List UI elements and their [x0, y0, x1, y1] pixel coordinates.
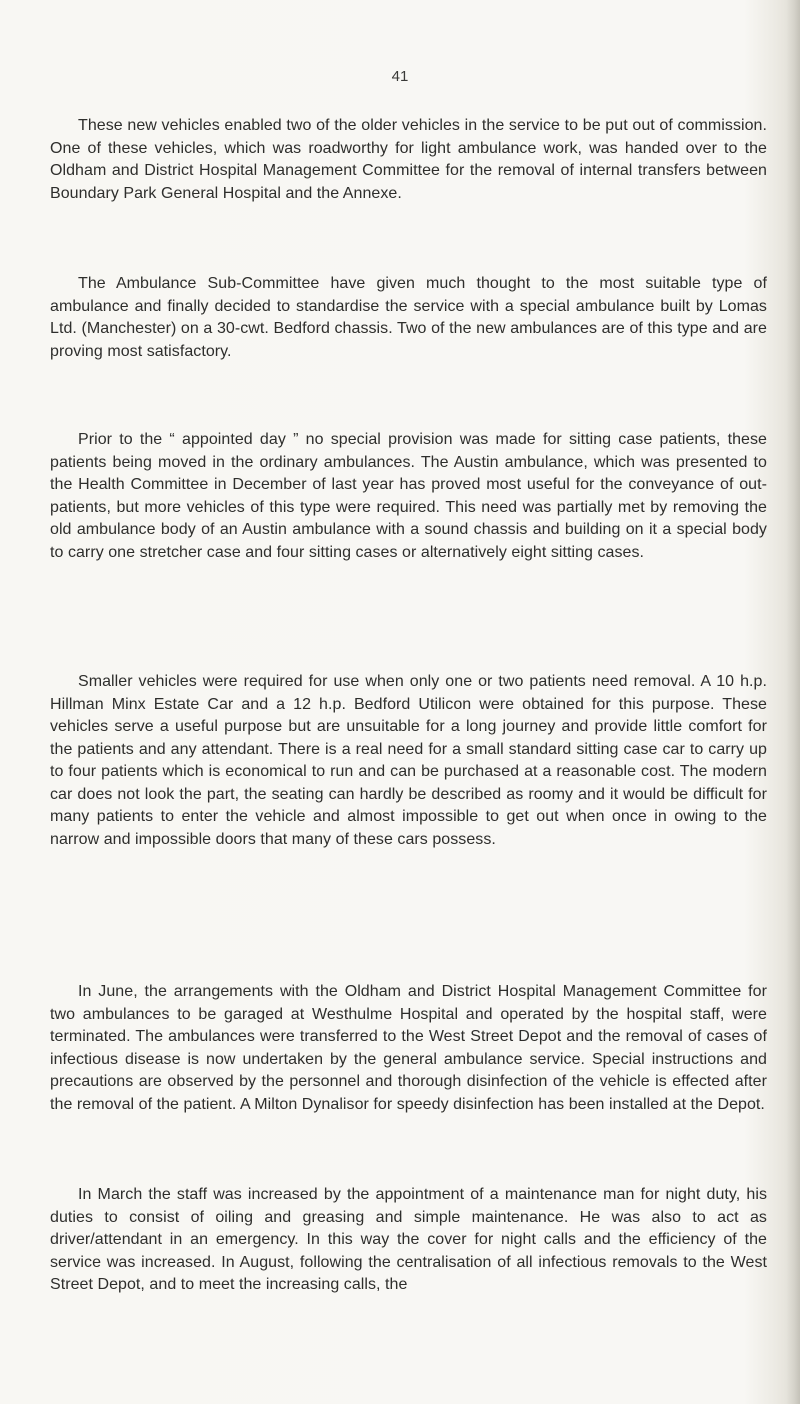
paragraph-night-duty-staff: In March the staff was increased by the appointment of a maintenance man for night duty, his duties to consist of oiling and greasing and simple maintenance. He was also to act as driver/attendant in an emergency. In this way the cover for night calls and the efficiency of the service was increased. In August, following the centralisation of all infectious removals to the West Street Depot, and to meet the increasing calls, the — [50, 1186, 767, 1293]
paragraph-sitting-case-provision: Prior to the “ appointed day ” no special provision was made for sitting case patients, these patients being moved in the ordinary ambulances. The Austin ambulance, which was presented to the Health Committee in December of last year has proved most useful for the conveyance of out-patients, but more vehicles of this type were required. This need was partially met by removing the old ambulance body of an Austin ambulance with a sound chassis and building on it a special body to carry one stretcher case and four sitting cases or alternatively eight sitting cases. — [50, 431, 767, 561]
paragraph-ambulance-standardisation: The Ambulance Sub-Committee have given much thought to the most suitable type of ambulance and finally decided to standardise the service with a special ambulance built by Lomas Ltd. (Manchester) on a 30-cwt. Bedford chassis. Two of the new ambulances are of this type and are proving most satisfactory. — [50, 275, 767, 360]
paragraph-infectious-disease-removals: In June, the arrangements with the Oldham and District Hospital Management Committee for two ambulances to be garaged at Westhulme Hospital and operated by the hospital staff, were terminated. The ambulances were transferred to the West Street Depot and the removal of cases of infectious disease is now undertaken by the general ambulance service. Special instructions and precautions are observed by the personnel and thorough disinfection of the vehicle is effected after the removal of the patient. A Milton Dynalisor for speedy disinfection has been installed at the Depot. — [50, 983, 767, 1113]
paragraph-smaller-vehicles: Smaller vehicles were required for use when only one or two patients need removal. A 10 h.p. Hillman Minx Estate Car and a 12 h.p. Bedford Utilicon were obtained for this purpose. These vehicles serve a useful purpose but are unsuitable for a long journey and provide little comfort for the patients and any attendant. There is a real need for a small standard sitting case car to carry up to four patients which is economical to run and can be purchased at a reasonable cost. The modern car does not look the part, the seating can hardly be described as roomy and it would be difficult for many patients to enter the vehicle and almost impossible to get out when once in owing to the narrow and impossible doors that many of these cars possess. — [50, 673, 767, 848]
page-edge-shadow — [786, 0, 800, 1404]
page-number: 41 — [391, 68, 409, 85]
paragraph-vehicles-decommissioned: These new vehicles enabled two of the older vehicles in the service to be put out of commission. One of these vehicles, which was roadworthy for light ambulance work, was handed over to the Oldham and District Hospital Management Committee for the removal of internal transfers between Boundary Park General Hospital and the Annexe. — [50, 117, 767, 202]
